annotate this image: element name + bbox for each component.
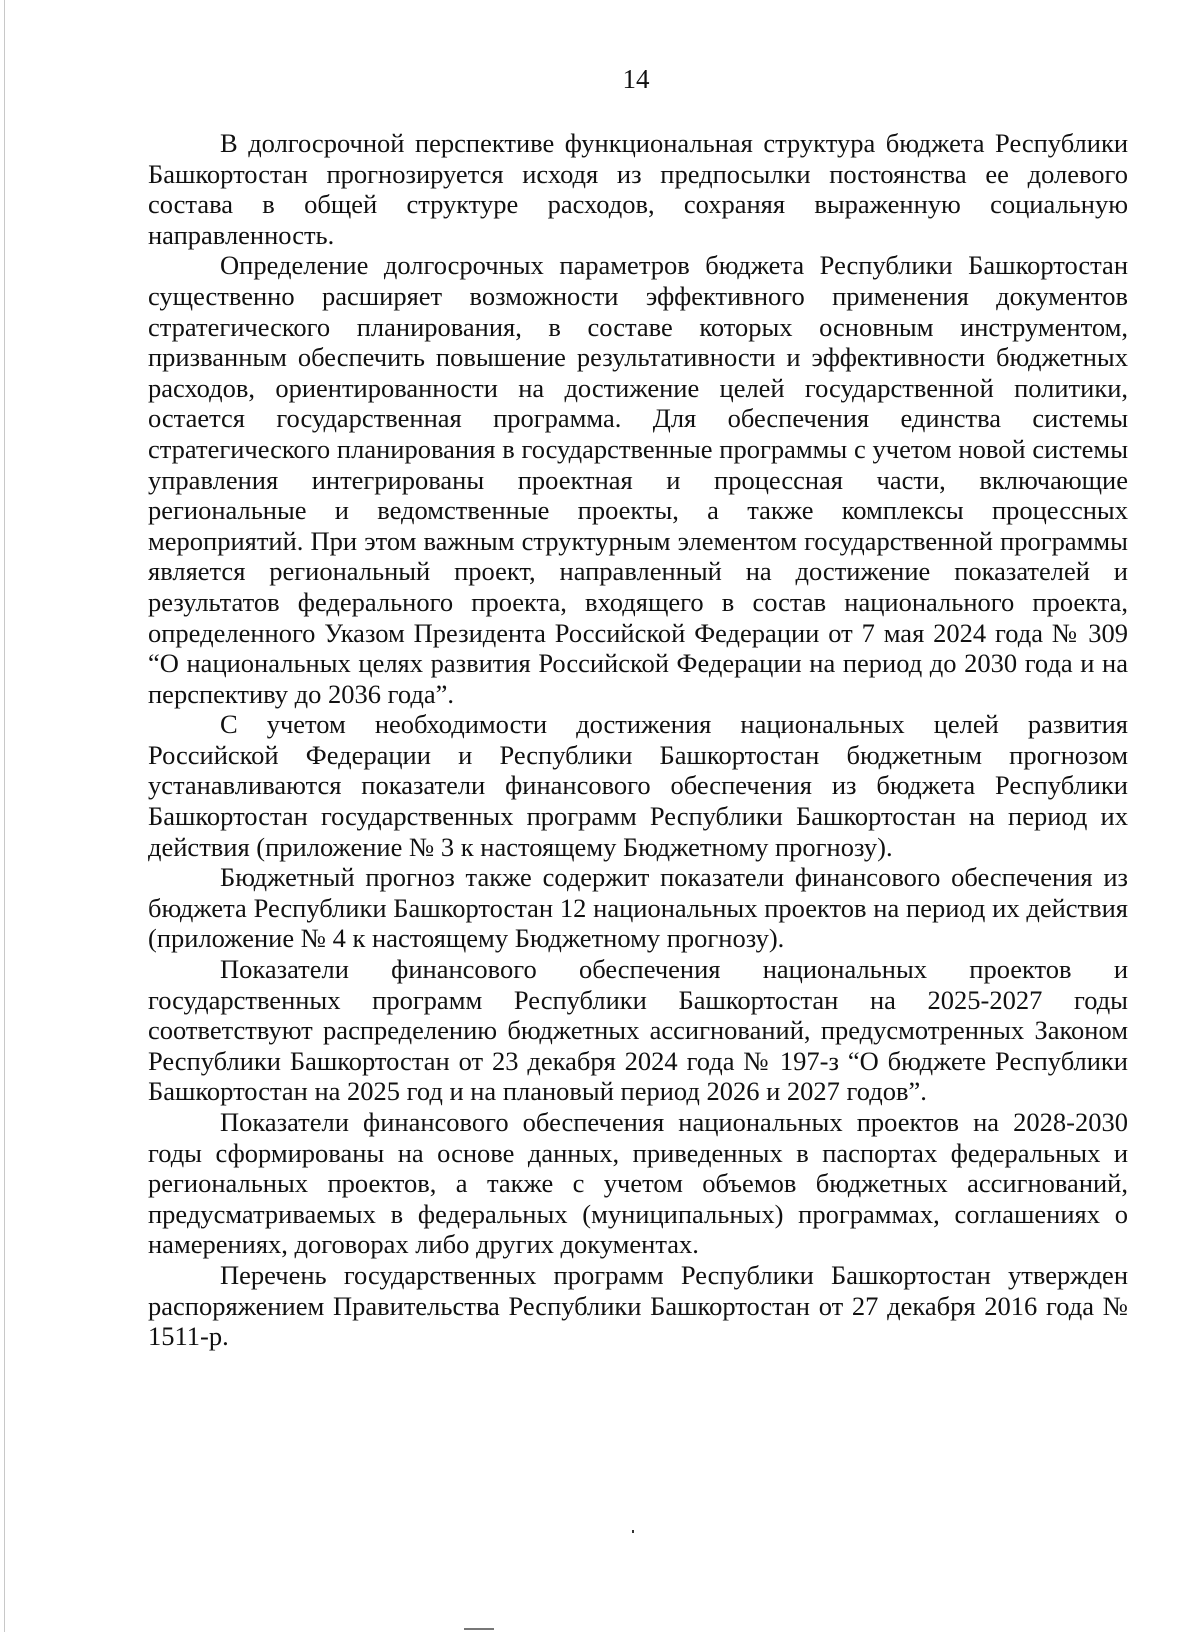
document-body xyxy=(148,128,1128,1352)
paragraph-programs-list: Перечень государственных программ Республики Башкортостан утвержден распоряжением Правительства Республики Башкортостан от 27 декабря 2016 года № 1511-р. xyxy=(148,1259,1128,1352)
page-number: 14 xyxy=(622,64,650,94)
paragraph-indicators-2028-2030: Показатели финансового обеспечения национальных проектов на 2028-2030 годы сформированы на основе данных, приведенных в паспортах федеральных и региональных проектов, а также с учетом объемов бюджетных ассигнований, предусматриваемых в федеральных (муниципальных) программах, соглашениях о намерениях, договорах либо других документах. xyxy=(148,1107,1128,1260)
paragraph-long-term-parameters: Определение долгосрочных параметров бюджета Республики Башкортостан существенно расширяет возможности эффективного применения документов стратегического планирования, в составе которых основным инструментом, призванным обеспечить повышение результативности и эффективности бюджетных расходов, ориентированности на достижение целей государственной политики, остается государственная программа. Для обеспечения единства системы стратегического планирования в государственные программы с учетом новой системы управления интегрированы проектная и процессная части, включающие региональные и ведомственные проекты, а также комплексы процессных мероприятий. При этом важным структурным элементом государственной программы является региональный проект, направленный на достижение показателей и результатов федерального проекта, входящего в состав национального проекта, определенного Указом Президента Российской Федерации от 7 мая 2024 года № 309 “О национальных целях развития Российской Федерации на период до 2030 года и на перспективу до 2036 года”. xyxy=(148,250,1128,709)
paragraph-functional-structure: В долгосрочной перспективе функциональная структура бюджета Республики Башкортостан прогнозируется исходя из предпосылки постоянства ее долевого состава в общей структуре расходов, сохраняя выраженную социальную направленность. xyxy=(148,128,1128,250)
scan-edge-line xyxy=(4,0,5,1632)
scan-bottom-mark xyxy=(464,1628,494,1630)
paragraph-national-goals: С учетом необходимости достижения национальных целей развития Российской Федерации и Республики Башкортостан бюджетным прогнозом устанавливаются показатели финансового обеспечения из бюджета Республики Башкортостан государственных программ Республики Башкортостан на период их действия (приложение № 3 к настоящему Бюджетному прогнозу). xyxy=(148,709,1128,862)
scan-speck xyxy=(632,1530,634,1533)
paragraph-national-projects-forecast: Бюджетный прогноз также содержит показатели финансового обеспечения из бюджета Республики Башкортостан 12 национальных проектов на период их действия (приложение № 4 к настоящему Бюджетному прогнозу). xyxy=(148,862,1128,954)
paragraph-indicators-2025-2027: Показатели финансового обеспечения национальных проектов и государственных программ Республики Башкортостан на 2025-2027 годы соответствуют распределению бюджетных ассигнований, предусмотренных Законом Республики Башкортостан от 23 декабря 2024 года № 197-з “О бюджете Республики Башкортостан на 2025 год и на плановый период 2026 и 2027 годов”. xyxy=(148,954,1128,1107)
